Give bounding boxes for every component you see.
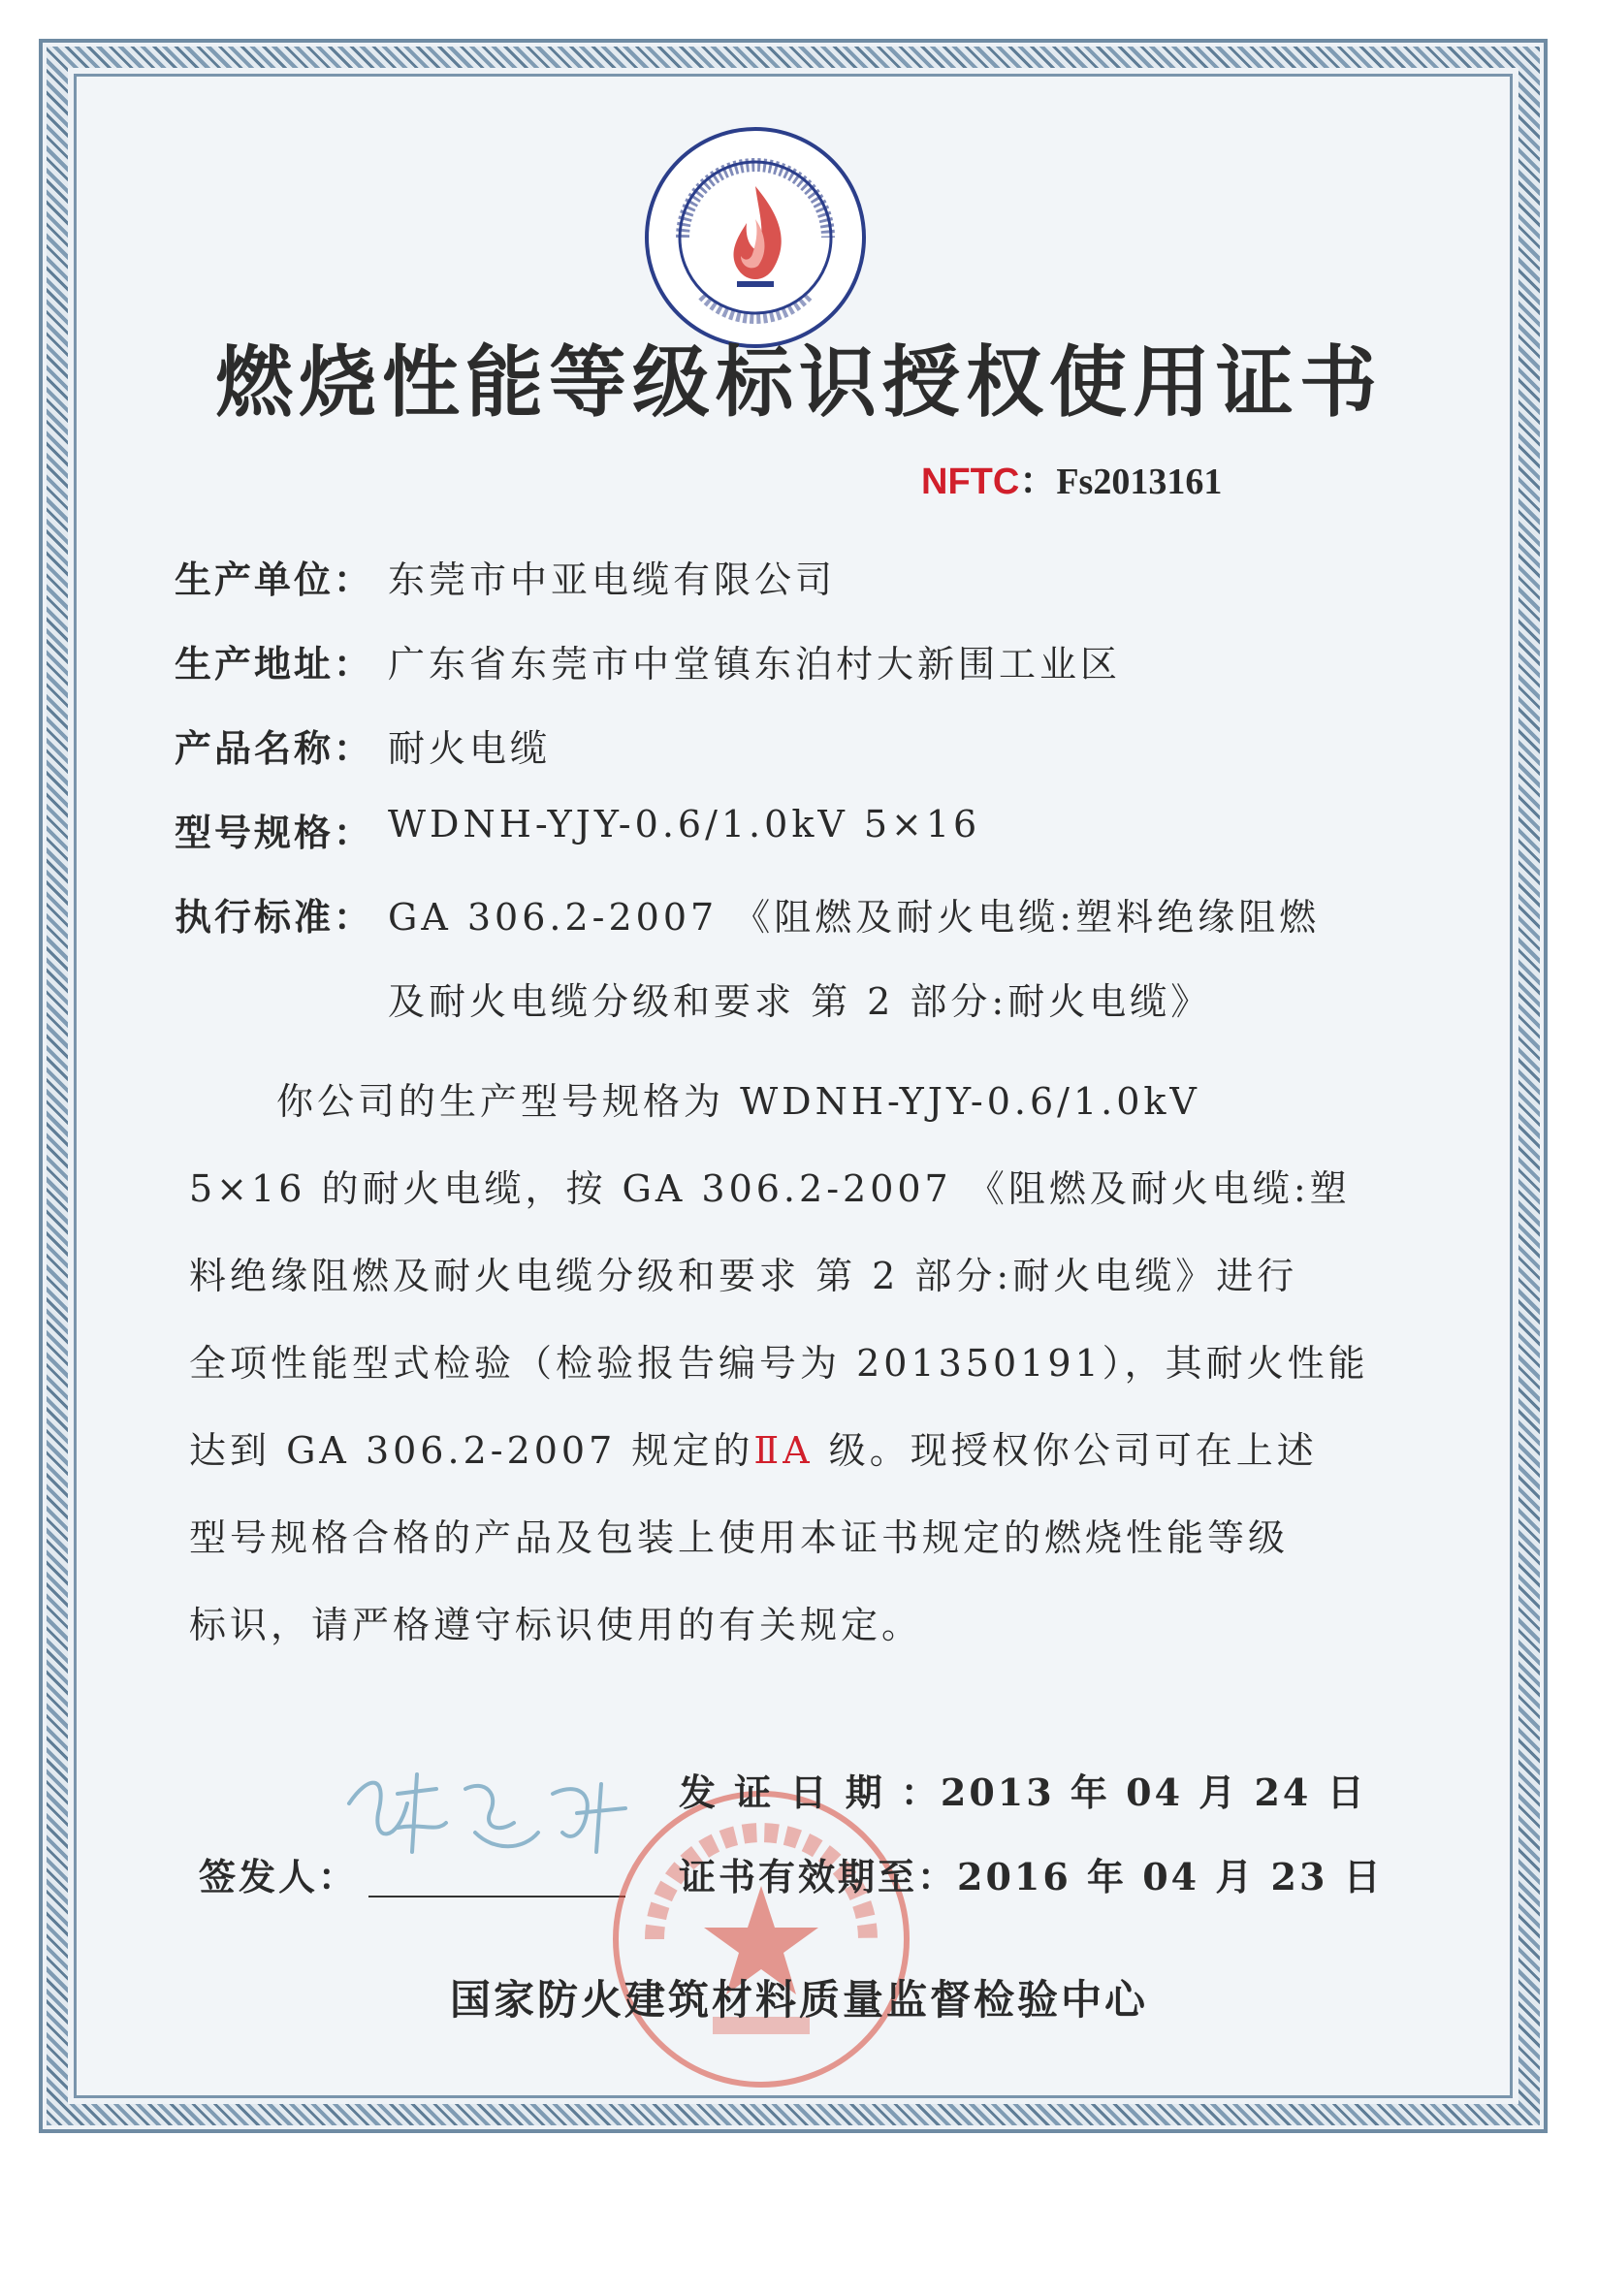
body-line-5-post: 级。现授权你公司可在上述 — [813, 1429, 1318, 1472]
body-line-5-pre: 达到 GA 306.2-2007 规定的 — [189, 1429, 754, 1472]
center-emblem-logo — [644, 126, 867, 349]
address-value: 广东省东莞市中堂镇东泊村大新围工业区 — [388, 643, 1122, 686]
standard-label: 执行标准： — [175, 895, 374, 939]
address-label: 生产地址： — [175, 642, 374, 686]
body-line-4: 全项性能型式检验（检验报告编号为 201350191），其耐火性能 — [189, 1342, 1369, 1385]
issuing-authority: 国家防火建筑材料质量监督检验中心 — [449, 1976, 1148, 2024]
field-producer — [175, 550, 837, 603]
product-value: 耐火电缆 — [388, 727, 552, 770]
body-line-5 — [189, 1420, 1318, 1474]
cert-separator: ： — [1019, 462, 1057, 502]
field-model — [175, 803, 981, 856]
body-line-7: 标识，请严格遵守标识使用的有关规定。 — [189, 1604, 923, 1646]
certificate-number — [921, 451, 1222, 504]
fire-grade: ⅡA — [753, 1429, 814, 1472]
field-address — [175, 634, 1122, 687]
producer-label: 生产单位： — [175, 558, 374, 601]
model-value: WDNH-YJY-0.6/1.0kV 5×16 — [388, 803, 981, 845]
standard-value-line1: GA 306.2-2007 《阻燃及耐火电缆:塑料绝缘阻燃 — [388, 896, 1321, 939]
signature-line — [368, 1896, 625, 1897]
product-label: 产品名称： — [175, 726, 374, 770]
issue-date: 发 证 日 期 ：2013 年 04 月 24 日 — [679, 1770, 1367, 1814]
body-line-6: 型号规格合格的产品及包装上使用本证书规定的燃烧性能等级 — [189, 1516, 1290, 1559]
body-line-2: 5×16 的耐火电缆，按 GA 306.2-2007 《阻燃及耐火电缆:塑 — [189, 1167, 1351, 1210]
standard-value-line2: 及耐火电缆分级和要求 第 2 部分:耐火电缆》 — [388, 980, 1212, 1023]
expiry-date: 证书有效期至：2016 年 04 月 23 日 — [679, 1855, 1384, 1898]
official-red-seal — [606, 1784, 916, 2094]
body-line-3: 料绝缘阻燃及耐火电缆分级和要求 第 2 部分:耐火电缆》进行 — [189, 1255, 1298, 1297]
cert-number-value: Fs2013161 — [1056, 462, 1223, 502]
model-label: 型号规格： — [175, 811, 374, 854]
certificate-title: 燃烧性能等级标识授权使用证书 — [215, 336, 1383, 428]
field-product — [175, 718, 552, 772]
body-line-1: 你公司的生产型号规格为 WDNH-YJY-0.6/1.0kV — [276, 1080, 1200, 1123]
field-standard — [175, 887, 1321, 941]
producer-value: 东莞市中亚电缆有限公司 — [388, 558, 837, 601]
signer-label: 签发人： — [199, 1855, 359, 1898]
handwritten-signature — [330, 1736, 650, 1881]
cert-prefix: NFTC — [921, 462, 1020, 502]
